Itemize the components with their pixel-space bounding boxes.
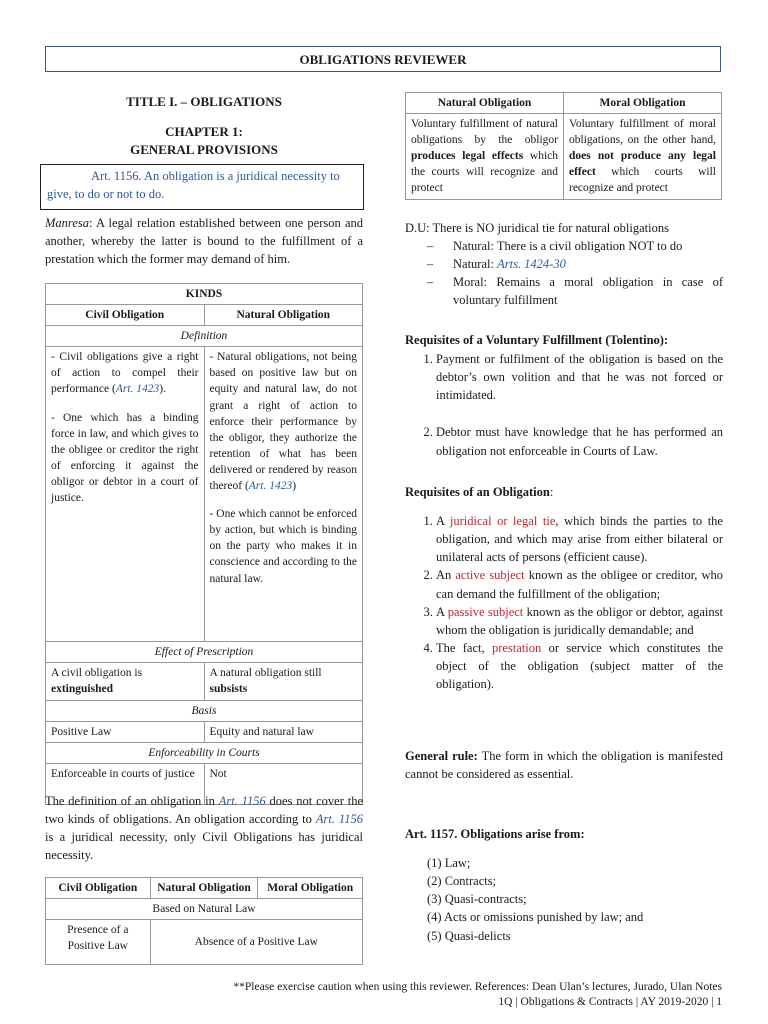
ro-4r: prestation: [491, 640, 542, 655]
list-item: [436, 639, 723, 693]
prescription-natural: [204, 663, 363, 700]
list-item: (3) Quasi-contracts;: [427, 892, 527, 907]
ct-col-civil: Civil Obligation: [46, 878, 151, 899]
basis-civil: Positive Law: [46, 721, 205, 742]
definition-civil-1: [51, 349, 199, 397]
def-nat-1b: ): [292, 480, 297, 493]
presc-civil-b: extinguished: [51, 683, 113, 696]
def-civil-ref: Art. 1423: [115, 383, 160, 396]
def-para-ref1: Art. 1156: [218, 794, 266, 808]
ro-1b: , which binds the parties to the obligation, and which may arise from either bilateral or unilateral acts of persons (efficient cause).: [436, 514, 723, 565]
ro-3b: known as the obligor or debtor, against whom the obligation is juridically demandable; and: [436, 604, 723, 637]
list-item: [436, 603, 723, 639]
natural-moral-table: [405, 92, 722, 200]
footer-page-info: 1Q | Obligations & Contracts | AY 2019-2020 | 1: [498, 995, 722, 1008]
ro-2a: An: [436, 568, 456, 583]
art-1156-label: Art. 1156: [91, 169, 139, 183]
presc-nat-a: A natural obligation still: [209, 667, 322, 680]
list-item: (5) Quasi-delicts: [427, 928, 511, 943]
art-1156-box: [40, 164, 364, 210]
col-civil-obligation: Civil Obligation: [46, 305, 205, 326]
definition-natural-1: [210, 349, 358, 494]
list-item: 2. Debtor must have knowledge that he has performed an obligation not enforceable in Courts of Law.: [436, 423, 723, 459]
page-title: OBLIGATIONS REVIEWER: [45, 46, 721, 72]
def-civil-1b: ).: [159, 383, 166, 396]
prescription-civil: [46, 663, 205, 700]
section-prescription: Effect of Prescription: [46, 642, 363, 663]
ro-4b: or service which constitutes the object of the obligation (subject matter of the obligation).: [436, 640, 723, 692]
nm-col-natural: Natural Obligation: [406, 93, 564, 114]
art-1157-list: [403, 854, 727, 945]
nm-moral-cell: [564, 114, 722, 199]
presc-civil-a: A civil obligation is: [51, 667, 143, 680]
definition-natural-cell: [204, 347, 363, 642]
ro-2r: active subject: [455, 568, 525, 583]
section-basis: Basis: [46, 700, 363, 721]
definition-civil-cell: [46, 347, 205, 642]
nm-c1b: produces legal effects: [411, 150, 524, 163]
general-rule-text: The form in which the obligation is manifested cannot be considered as essential.: [405, 749, 723, 782]
ct-col-moral: Moral Obligation: [258, 878, 363, 899]
req-obligation-heading: [405, 483, 723, 501]
presc-nat-b: subsists: [209, 683, 248, 696]
req-obligation-list: [400, 512, 723, 693]
du-item-2ref: Arts. 1424-30: [497, 257, 566, 272]
ro-4a: The fact,: [436, 640, 492, 655]
list-item: [436, 566, 723, 602]
def-para-ref2: Art. 1156: [315, 812, 364, 827]
basis-natural: Equity and natural law: [204, 721, 363, 742]
chapter-subheading: GENERAL PROVISIONS: [130, 142, 278, 157]
nm-natural-cell: [406, 114, 564, 199]
du-list: [405, 237, 723, 310]
general-rule-label: General rule:: [405, 749, 478, 763]
section-definition: Definition: [46, 326, 363, 347]
def-nat-ref: Art. 1423: [248, 480, 293, 493]
footer: [233, 980, 722, 1010]
ct-absence: Absence of a Positive Law: [150, 920, 362, 965]
def-civil-1a: - Civil obligations give a right of action to compel their performance (: [51, 351, 199, 396]
def-para-b: does not cover the two kinds of obligations. An obligation according to: [45, 794, 363, 827]
list-item: (2) Contracts;: [427, 874, 497, 889]
ro-2b: known as the obligee or creditor, who can demand the fulfillment of the obligation;: [436, 568, 724, 601]
ro-3a: A: [436, 604, 448, 619]
du-item: – Moral: Remains a moral obligation in case of voluntary fulfillment: [427, 273, 723, 309]
ct-col-natural: Natural Obligation: [150, 878, 258, 899]
chapter-heading: CHAPTER 1:: [165, 124, 243, 139]
nm-c2c: which courts will recognize and protect: [569, 166, 716, 195]
definition-natural-2: - One which cannot be enforced by action, but which is binding on the party who makes it in conscience and according to the natural law.: [209, 508, 357, 585]
comparison-table: [45, 877, 363, 965]
ro-1r: juridical or legal tie: [449, 514, 556, 528]
def-para-c: is a juridical necessity, only Civil Obligations has juridical necessity.: [45, 830, 363, 863]
general-rule: [405, 747, 723, 783]
manresa-text: : A legal relation established between one person and another, whereby the latter is bound to the fulfillment of a prestation which the former may demand of him.: [45, 216, 363, 267]
list-item: [436, 512, 723, 566]
list-item: (1) Law;: [427, 856, 471, 870]
ro-1a: A: [436, 514, 450, 528]
kinds-table: [45, 283, 363, 805]
list-item: (4) Acts or omissions punished by law; and: [427, 910, 644, 925]
footer-note: **Please exercise caution when using this reviewer. References: Dean Ulan’s lectures, Jurado, Ulan Notes: [233, 981, 722, 993]
ro-3r: passive subject: [447, 604, 524, 619]
art-1157-heading: Art. 1157. Obligations arise from:: [405, 827, 585, 841]
enforce-civil: Enforceable in courts of justice: [46, 763, 205, 804]
nm-c2b: does not produce any legal effect: [569, 150, 716, 179]
req-voluntary-heading: Requisites of a Voluntary Fulfillment (Tolentino):: [405, 333, 669, 347]
ct-presence: Presence of a Positive Law: [46, 920, 151, 965]
du-item: – Natural: There is a civil obligation NOT to do: [427, 237, 723, 255]
art-1156-text: . An obligation is a juridical necessity to give, to do or not to do.: [47, 169, 340, 201]
manresa-label: Manresa: [45, 216, 89, 230]
section-enforceability: Enforceability in Courts: [46, 742, 363, 763]
nm-col-moral: Moral Obligation: [564, 93, 722, 114]
manresa-paragraph: [45, 214, 363, 268]
def-nat-1a: - Natural obligations, not being based on positive law but on equity and natural law, do not grant a right of action to enforce their performance by the obligor, they authorize the retention of what has been delivered or rendered by reason thereof (: [209, 351, 357, 493]
du-note: D.U: There is NO juridical tie for natural obligations: [405, 221, 669, 235]
col-natural-obligation: Natural Obligation: [204, 305, 363, 326]
nm-c1a: Voluntary fulfillment of natural obligations by the obligor: [411, 118, 558, 147]
kinds-caption: KINDS: [46, 284, 363, 305]
list-item: 1. Payment or fulfilment of the obligation is based on the debtor’s own volition and that he was not forced or intimidated.: [436, 350, 723, 404]
nm-c2a: Voluntary fulfillment of moral obligations, on the other hand,: [569, 118, 716, 147]
title-line: TITLE I. – OBLIGATIONS: [126, 94, 282, 109]
du-item-2a: Natural:: [453, 257, 498, 272]
nm-c1c: which the courts will recognize and protect: [411, 150, 558, 195]
req-voluntary-list: [400, 350, 723, 460]
definition-paragraph: [45, 792, 363, 865]
req-obl-heading-text: Requisites of an Obligation: [405, 485, 550, 499]
du-item: [427, 255, 723, 273]
ct-subheader: Based on Natural Law: [46, 899, 363, 920]
req-obl-colon: :: [549, 485, 554, 499]
def-para-a: The definition of an obligation in: [45, 794, 219, 808]
definition-civil-2: - One which has a binding force in law, and which gives to the obligee or creditor the right of enforcing it against the obligor or debtor in a court of justice.: [51, 411, 199, 505]
enforce-natural: Not: [204, 763, 363, 804]
